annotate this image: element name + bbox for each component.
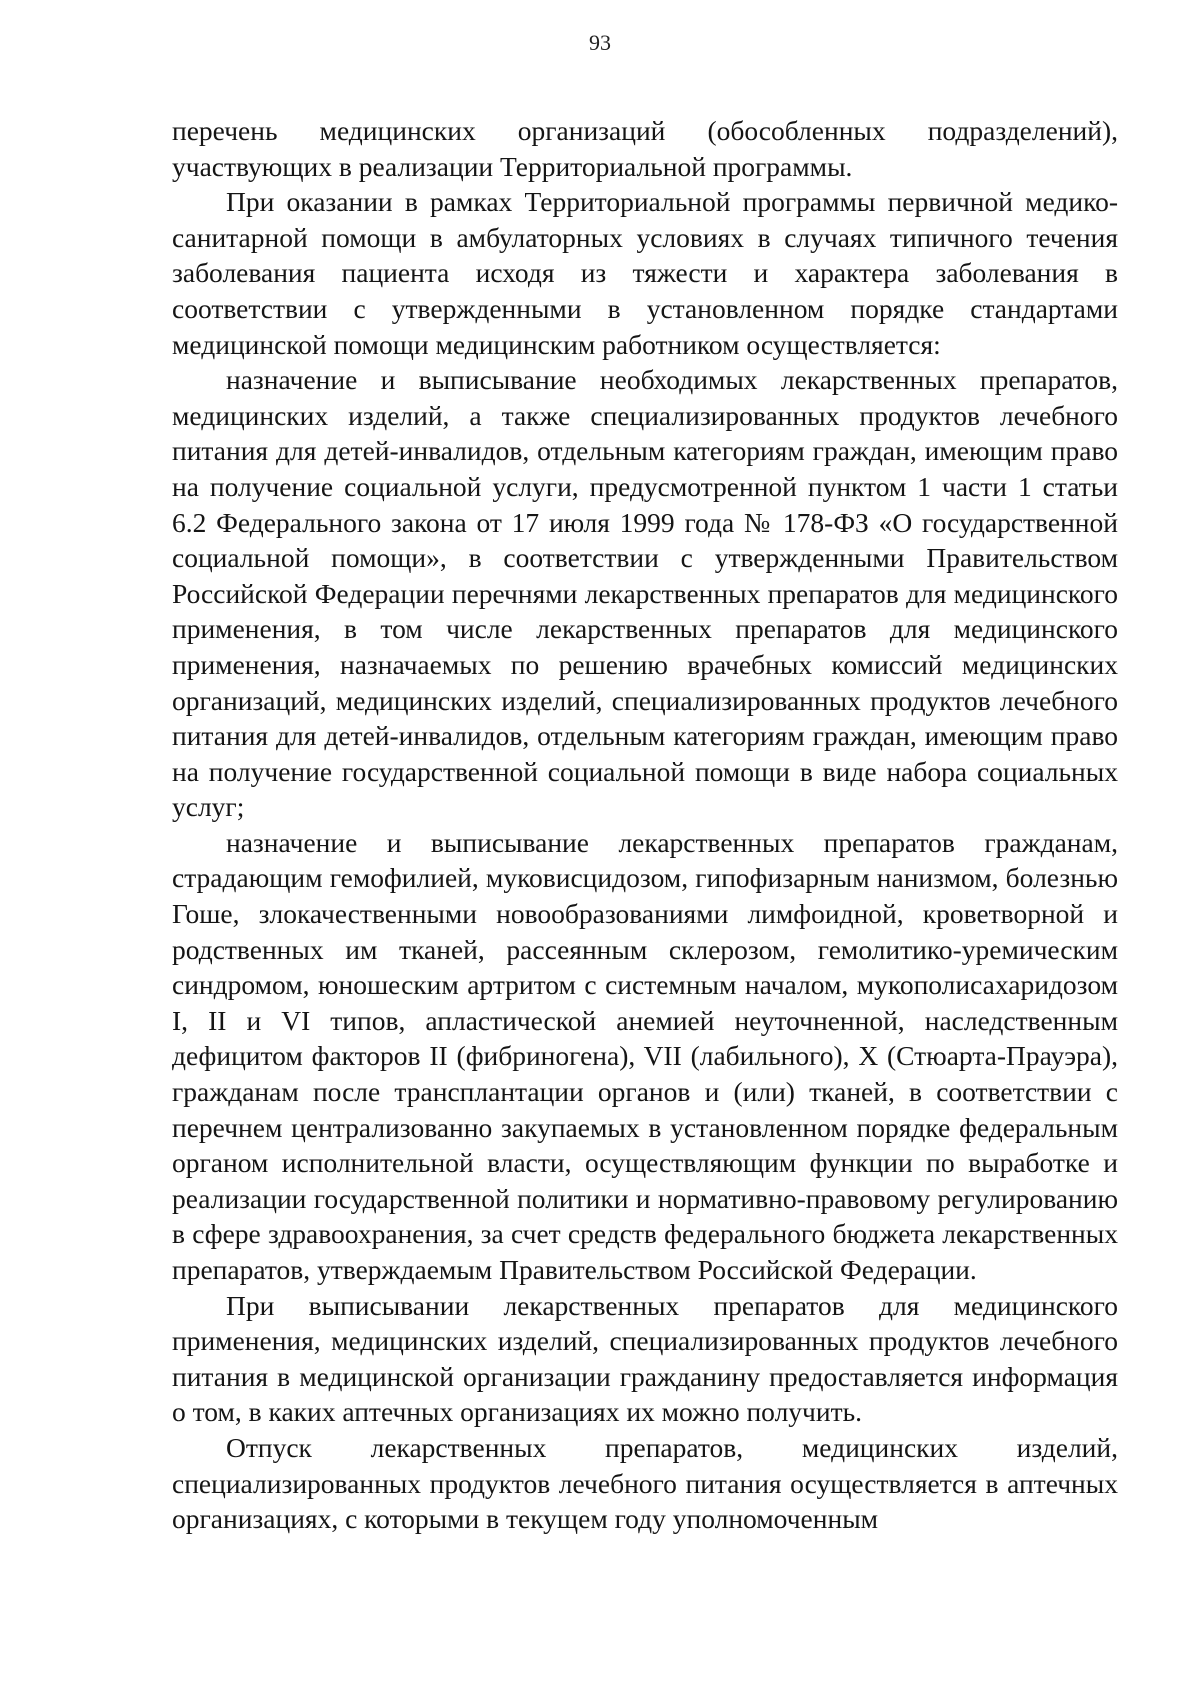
document-body xyxy=(172,113,1118,1537)
paragraph-prescribing-preferential: назначение и выписывание необходимых лекарственных препаратов, медицинских изделий, а также специализированных продуктов лечебного питания для детей-инвалидов, отдельным категориям граждан, имеющим право на получение социальной услуги, предусмотренной пунктом 1 части 1 статьи 6.2 Федерального закона от 17 июля 1999 года № 178-ФЗ «О государственной социальной помощи», в соответствии с утвержденными Правительством Российской Федерации перечнями лекарственных препаратов для медицинского применения, в том числе лекарственных препаратов для медицинского применения, назначаемых по решению врачебных комиссий медицинских организаций, медицинских изделий, специализированных продуктов лечебного питания для детей-инвалидов, отдельным категориям граждан, имеющим право на получение государственной социальной помощи в виде набора социальных услуг; xyxy=(172,364,1118,823)
page-number: 93 xyxy=(589,30,611,55)
paragraph-primary-care: При оказании в рамках Территориальной программы первичной медико-санитарной помощи в амбулаторных условиях в случаях типичного течения заболевания пациента исходя из тяжести и характера заболевания в соответствии с утвержденными в установленном порядке стандартами медицинской помощи медицинским работником осуществляется: xyxy=(172,186,1118,360)
paragraph-continuation: перечень медицинских организаций (обособленных подразделений), участвующих в реализации Территориальной программы. xyxy=(172,115,1118,182)
paragraph-dispensing: Отпуск лекарственных препаратов, медицинских изделий, специализированных продуктов лечебного питания осуществляется в аптечных организациях, с которыми в текущем году уполномоченным xyxy=(172,1431,1118,1535)
paragraph-prescribing-federal: назначение и выписывание лекарственных препаратов гражданам, страдающим гемофилией, муковисцидозом, гипофизарным нанизмом, болезнью Гоше, злокачественными новообразованиями лимфоидной, кроветворной и родственных им тканей, рассеянным склерозом, гемолитико-уремическим синдромом, юношеским артритом с системным началом, мукополисахаридозом I, II и VI типов, апластической анемией неуточненной, наследственным дефицитом факторов II (фибриногена), VII (лабильного), X (Стюарта-Прауэра), гражданам после трансплантации органов и (или) тканей, в соответствии с перечнем централизованно закупаемых в установленном порядке федеральным органом исполнительной власти, осуществляющим функции по выработке и реализации государственной политики и нормативно-правовому регулированию в сфере здравоохранения, за счет средств федерального бюджета лекарственных препаратов, утверждаемым Правительством Российской Федерации. xyxy=(172,826,1118,1285)
paragraph-pharmacy-info: При выписывании лекарственных препаратов для медицинского применения, медицинских изделий, специализированных продуктов лечебного питания в медицинской организации гражданину предоставляется информация о том, в каких аптечных организациях их можно получить. xyxy=(172,1289,1118,1428)
